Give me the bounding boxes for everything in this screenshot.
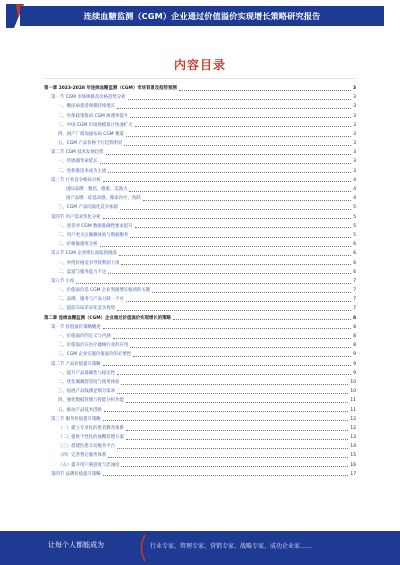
dot-leader	[130, 347, 351, 348]
toc-page-number: 5	[353, 232, 356, 238]
toc-entry[interactable]	[44, 112, 356, 121]
toc-page-number: 12	[350, 416, 356, 422]
toc-page-number: 4	[353, 187, 356, 193]
toc-entry-text: 一、单纯价格竞争导致利润下滑	[58, 260, 120, 266]
toc-entry-text: 四、强化数据管理与智能分析功能	[58, 398, 124, 404]
toc-page-number: 6	[353, 260, 356, 266]
toc-page-number: 10	[350, 379, 356, 385]
toc-page-number: 10	[350, 389, 356, 395]
toc-entry[interactable]	[44, 360, 356, 369]
toc-page-number: 14	[350, 444, 356, 450]
toc-entry-text: 第一章 2023-2028 年连续血糖监测（CGM）市场背景及趋势预测	[44, 85, 177, 91]
toc-entry-text: 一、提升产品准确性与稳定性	[58, 370, 116, 376]
toc-entry[interactable]	[44, 213, 356, 222]
dot-leader	[117, 310, 351, 311]
toc-entry[interactable]	[44, 461, 356, 470]
toc-entry[interactable]	[44, 139, 356, 148]
dot-leader	[130, 117, 351, 118]
footer-slogan: 让每个人都能成为	[48, 541, 104, 549]
toc-entry-text: 第三节 行业竞争格局分析	[51, 177, 101, 183]
toc-page-number: 7	[353, 288, 356, 294]
toc-entry[interactable]	[44, 167, 356, 176]
toc-entry[interactable]	[44, 323, 356, 332]
dot-leader	[108, 172, 351, 173]
divider	[44, 78, 356, 79]
toc-entry[interactable]	[44, 396, 356, 405]
dot-leader	[121, 384, 348, 385]
dot-leader	[128, 99, 352, 100]
toc-page-number: 3	[353, 104, 356, 110]
dot-leader	[103, 218, 352, 219]
dot-leader	[117, 393, 348, 394]
toc-entry[interactable]	[44, 185, 356, 194]
dot-leader	[126, 136, 351, 137]
toc-entry[interactable]	[44, 470, 356, 479]
toc-entry[interactable]	[44, 369, 356, 378]
toc-page-number: 15	[350, 453, 356, 459]
toc-entry[interactable]	[44, 194, 356, 203]
dot-leader	[129, 191, 351, 192]
toc-entry-text: 二、品牌、服务与产品力缺一不可	[58, 297, 124, 303]
toc-page-number: 5	[353, 205, 356, 211]
dot-leader	[133, 356, 351, 357]
toc-page-number: 6	[353, 269, 356, 275]
dot-leader	[76, 283, 351, 284]
toc-page-number: 4	[353, 196, 356, 202]
dot-leader	[121, 264, 351, 265]
toc-entry-text: 一、价值溢价是 CGM 企业突破增长瓶颈的关键	[58, 288, 151, 294]
toc-page-number: 3	[352, 85, 356, 91]
dot-leader	[104, 411, 348, 412]
toc-page-number: 16	[350, 462, 356, 468]
toc-entry[interactable]	[44, 332, 356, 341]
toc-page-number: 9	[353, 352, 356, 358]
toc-entry[interactable]	[44, 350, 356, 359]
toc-entry[interactable]	[44, 387, 356, 396]
toc-entry-text: 第四节 用户需求变化分析	[51, 214, 101, 220]
toc-entry[interactable]	[44, 314, 356, 323]
page-footer	[0, 531, 400, 565]
dot-leader	[117, 448, 348, 449]
table-of-contents	[44, 84, 356, 479]
toc-entry[interactable]	[44, 341, 356, 350]
toc-entry-text: 第二节 产品价值提升策略	[51, 361, 101, 367]
toc-entry-text: 二、用户更关注佩戴体验与数据服务	[58, 232, 129, 238]
toc-page-number: 4	[353, 177, 356, 183]
toc-page-number: 5	[353, 214, 356, 220]
toc-entry-text: 一、患者对 CGM 数据准确性要求提升	[58, 223, 133, 229]
toc-entry-text: （四）完善售后服务体系	[58, 453, 107, 459]
toc-entry[interactable]	[44, 102, 356, 111]
toc-page-number: 3	[353, 159, 356, 165]
toc-entry-text: （五）提升用户满意度与忠诚度	[58, 462, 120, 468]
toc-page-number: 8	[353, 334, 356, 340]
toc-entry[interactable]	[44, 268, 356, 277]
toc-entry[interactable]	[44, 130, 356, 139]
footer-tagline: 行业专家、管理专家、营销专家、战略专家、成功企业家……	[150, 543, 313, 550]
toc-entry[interactable]	[44, 84, 356, 93]
dot-leader	[179, 90, 351, 91]
toc-page-number: 17	[350, 471, 356, 477]
dot-leader	[108, 457, 348, 458]
toc-page-number: 3	[353, 150, 356, 156]
dot-leader	[124, 145, 351, 146]
toc-entry-text: （二）提供个性化的血糖管理方案	[58, 435, 124, 441]
toc-entry-text: 三、CGM 产品同质化竞争加剧	[58, 205, 118, 211]
dot-leader	[103, 181, 352, 182]
toc-entry-text: （一）建立专业化的患者教育体系	[58, 425, 124, 431]
dot-leader	[143, 200, 352, 201]
toc-entry[interactable]	[44, 203, 356, 212]
toc-page-number: 7	[353, 297, 356, 303]
toc-entry-text: 二、医保政策推动 CGM 渗透率提升	[58, 113, 129, 119]
dot-leader	[126, 301, 351, 302]
toc-entry-text: 三、中国 CGM 市场规模预计快速扩大	[58, 122, 133, 128]
toc-entry[interactable]	[44, 249, 356, 258]
toc-page-number: 6	[353, 242, 356, 248]
toc-entry-text: 第三节 服务价值提升策略	[51, 416, 101, 422]
toc-entry-text: 三、拓展产品线满足细分需求	[58, 389, 116, 395]
toc-title: 内容目录	[173, 58, 226, 72]
toc-entry-text: 一、价值溢价的定义与内涵	[58, 334, 111, 340]
toc-page-number: 11	[350, 398, 356, 404]
toc-page-number: 7	[353, 306, 356, 312]
dot-leader	[126, 402, 349, 403]
toc-entry-text: 五、CGM 产品价格下行趋势明显	[58, 141, 123, 147]
toc-entry-text: 二、渠道与服务能力不足	[58, 269, 107, 275]
toc-entry[interactable]	[44, 433, 356, 442]
dot-leader	[130, 237, 351, 238]
toc-entry[interactable]	[44, 286, 356, 295]
page-header	[0, 0, 400, 36]
dot-leader	[106, 154, 352, 155]
toc-entry[interactable]	[44, 295, 356, 304]
toc-entry-text: 二、免校准技术成为主流	[58, 168, 107, 174]
toc-entry-text: 三、提前布局差异化竞争优势	[58, 306, 116, 312]
toc-page-number: 8	[353, 343, 356, 349]
toc-page-number: 3	[353, 122, 356, 128]
dot-leader	[103, 420, 349, 421]
toc-entry-text: 二、价值溢价在医疗器械行业的应用	[58, 343, 129, 349]
dot-leader	[117, 374, 351, 375]
dot-leader	[103, 475, 349, 476]
header-band	[20, 6, 384, 26]
dot-leader	[108, 273, 351, 274]
toc-entry-text: 四、国产厂商加速布局 CGM 赛道	[58, 131, 124, 137]
toc-entry-text: 二、优化佩戴舒适度与使用体验	[58, 379, 120, 385]
toc-entry-text: 第五节 CGM 企业增长面临的挑战	[51, 251, 117, 257]
toc-page-number: 3	[353, 95, 356, 101]
toc-page-number: 12	[350, 425, 356, 431]
document-title: 连续血糖监测（CGM）企业通过价值溢价实现增长策略研究报告	[83, 10, 321, 21]
toc-entry-text: 第一节 CGM 市场规模及价格趋势分析	[51, 95, 126, 101]
toc-entry-text: 第二节 CGM 技术发展趋势	[51, 150, 104, 156]
toc-entry-text: 国产品牌：硅基动感、微泰医疗、鱼跃	[66, 196, 141, 202]
toc-page-number: 9	[353, 361, 356, 367]
toc-entry[interactable]	[44, 222, 356, 231]
toc-page-number: 8	[353, 324, 356, 330]
toc-page-number: 3	[353, 168, 356, 174]
toc-entry[interactable]	[44, 378, 356, 387]
toc-entry[interactable]	[44, 277, 356, 286]
toc-entry[interactable]	[44, 158, 356, 167]
toc-entry-text: 五、推动产品技术创新	[58, 407, 102, 413]
toc-entry-text: 一、糖尿病患者规模持续增长	[58, 104, 116, 110]
toc-page-number: 11	[350, 407, 356, 413]
dot-leader	[117, 108, 351, 109]
dot-leader	[113, 338, 352, 339]
toc-entry-text: 一、传感器寿命延长	[58, 159, 98, 165]
toc-page-number: 9	[353, 370, 356, 376]
dot-leader	[100, 246, 352, 247]
dot-leader	[173, 319, 351, 320]
dot-leader	[119, 255, 351, 256]
toc-entry-text: 第一节 价值溢价策略概述	[51, 324, 101, 330]
toc-entry-text: 第四节 品牌价值提升策略	[51, 471, 101, 477]
toc-page-number: 5	[353, 223, 356, 229]
dot-leader	[126, 430, 349, 431]
toc-entry[interactable]	[44, 93, 356, 102]
toc-entry[interactable]	[44, 424, 356, 433]
dot-leader	[103, 365, 352, 366]
toc-entry[interactable]	[44, 176, 356, 185]
dot-leader	[135, 227, 352, 228]
toc-entry[interactable]	[44, 121, 356, 130]
toc-entry-text: 第六节 小结	[51, 278, 75, 284]
toc-entry[interactable]	[44, 406, 356, 415]
toc-entry[interactable]	[44, 231, 356, 240]
dot-leader	[152, 292, 351, 293]
swoosh-icon	[138, 535, 146, 561]
toc-entry[interactable]	[44, 240, 356, 249]
toc-page-number: 3	[353, 113, 356, 119]
toc-entry[interactable]	[44, 305, 356, 314]
toc-entry-text: （三）搭建医患互动服务平台	[58, 444, 116, 450]
dot-leader	[100, 163, 352, 164]
dot-leader	[121, 466, 348, 467]
toc-page-number: 7	[353, 278, 356, 284]
toc-page-number: 13	[350, 435, 356, 441]
toc-entry[interactable]	[44, 148, 356, 157]
toc-entry[interactable]	[44, 259, 356, 268]
toc-entry-text: 第二章 连续血糖监测（CGM）企业通过价值溢价实现增长的策略	[44, 315, 171, 321]
toc-entry-text: 三、价格敏感度分析	[58, 242, 98, 248]
toc-page-number: 6	[353, 251, 356, 257]
toc-entry-text: 国际品牌：雅培、德康、美敦力	[66, 187, 128, 193]
toc-entry[interactable]	[44, 452, 356, 461]
dot-leader	[120, 209, 351, 210]
dot-leader	[135, 126, 352, 127]
toc-page-number: 3	[353, 131, 356, 137]
toc-entry[interactable]	[44, 442, 356, 451]
toc-entry-text: 三、CGM 企业实施价值溢价的必要性	[58, 352, 132, 358]
toc-page-number: 3	[353, 141, 356, 147]
toc-page-number: 8	[352, 315, 356, 321]
dot-leader	[103, 328, 352, 329]
toc-entry[interactable]	[44, 415, 356, 424]
dot-leader	[126, 439, 349, 440]
